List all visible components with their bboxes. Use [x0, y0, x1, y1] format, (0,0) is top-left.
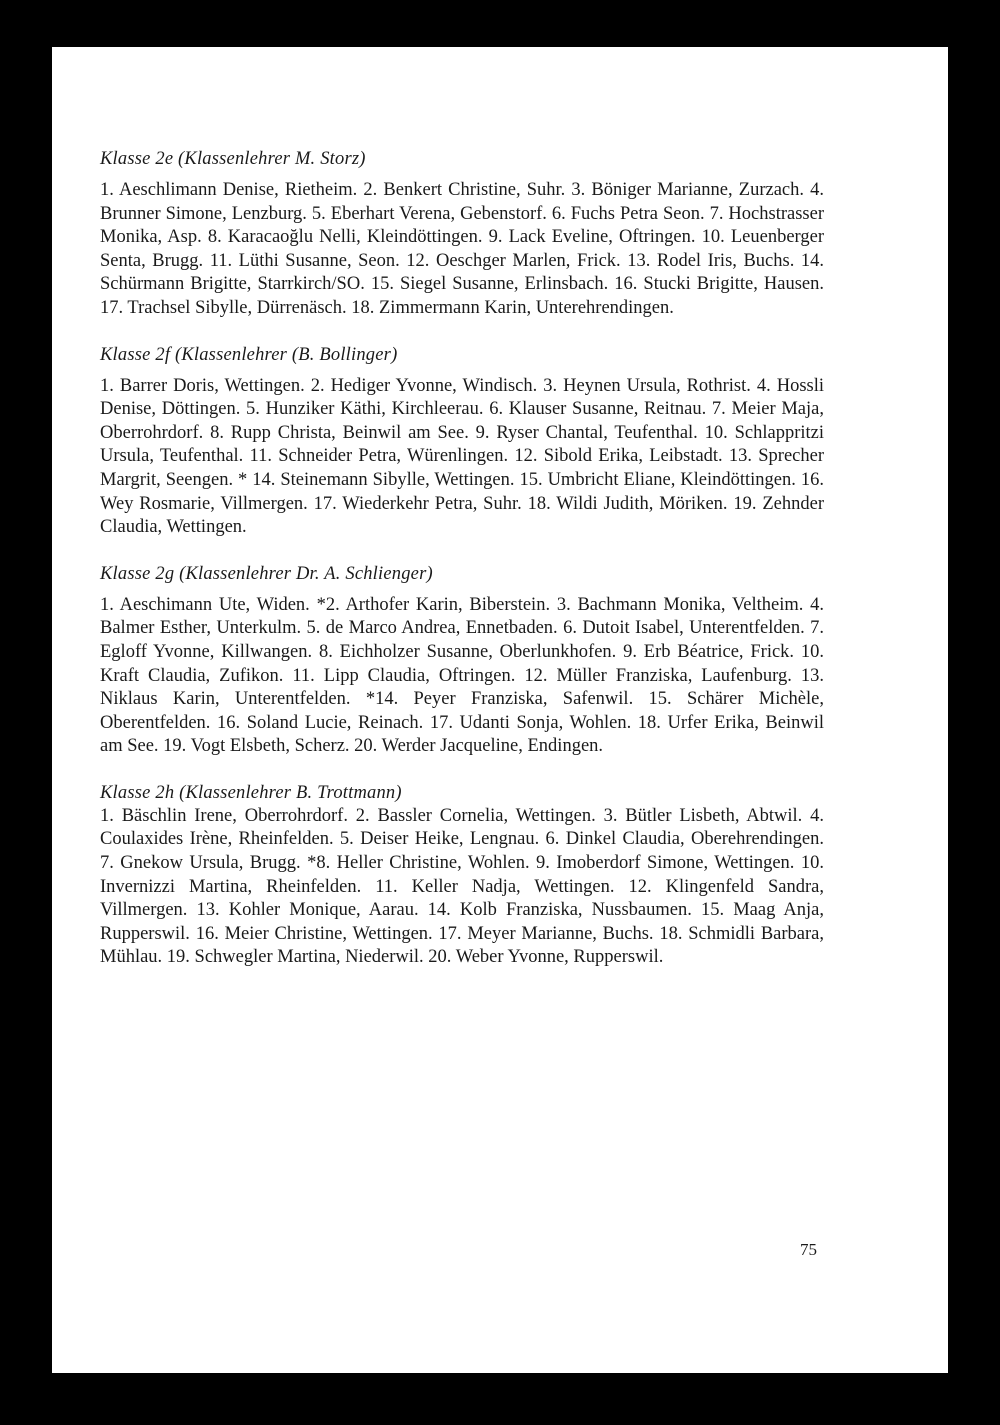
- student-list: 1. Aeschlimann Denise, Rietheim. 2. Benkert Christine, Suhr. 3. Böniger Marianne, Zurzach. 4. Brunner Simone, Lenzburg. 5. Eberhart Verena, Gebenstorf. 6. Fuchs Petra Seon. 7. Hochstrasser Monika, Asp. 8. Karacaoğlu Nelli, Kleindöttingen. 9. Lack Eveline, Oftringen. 10. Leuenberger Senta, Brugg. 11. Lüthi Susanne, Seon. 12. Oeschger Marlen, Frick. 13. Rodel Iris, Buchs. 14. Schürmann Brigitte, Starrkirch/SO. 15. Siegel Susanne, Erlinsbach. 16. Stucki Brigitte, Hausen. 17. Trachsel Sibylle, Dürrenäsch. 18. Zimmermann Karin, Unterehrendingen.: [100, 180, 824, 318]
- section-klasse-2h: [100, 781, 824, 970]
- student-list: 1. Barrer Doris, Wettingen. 2. Hediger Yvonne, Windisch. 3. Heynen Ursula, Rothrist. 4. Hossli Denise, Döttingen. 5. Hunziker Käthi, Kirchleerau. 6. Klauser Susanne, Reitnau. 7. Meier Maja, Oberrohrdorf. 8. Rupp Christa, Beinwil am See. 9. Ryser Chantal, Teufenthal. 10. Schlappritzi Ursula, Teufenthal. 11. Schneider Petra, Würenlingen. 12. Sibold Erika, Leibstadt. 13. Sprecher Margrit, Seengen. * 14. Steinemann Sibylle, Wettingen. 15. Umbricht Eliane, Kleindöttingen. 16. Wey Rosmarie, Villmergen. 17. Wiederkehr Petra, Suhr. 18. Wildi Judith, Möriken. 19. Zehnder Claudia, Wettingen.: [100, 375, 824, 538]
- document-page: [52, 47, 948, 1373]
- section-heading: Klasse 2g (Klassenlehrer Dr. A. Schlienger): [100, 563, 433, 584]
- section-heading: Klasse 2f (Klassenlehrer (B. Bollinger): [100, 344, 398, 365]
- page-content: [100, 147, 824, 970]
- page-number: 75: [800, 1240, 817, 1259]
- student-list: 1. Aeschimann Ute, Widen. *2. Arthofer Karin, Biberstein. 3. Bachmann Monika, Veltheim. 4. Balmer Esther, Unterkulm. 5. de Marco Andrea, Ennetbaden. 6. Dutoit Isabel, Unterentfelden. 7. Egloff Yvonne, Killwangen. 8. Eichholzer Susanne, Oberlunkhofen. 9. Erb Béatrice, Frick. 10. Kraft Claudia, Zufikon. 11. Lipp Claudia, Oftringen. 12. Müller Franziska, Laufenburg. 13. Niklaus Karin, Unterentfelden. *14. Peyer Franziska, Safenwil. 15. Schärer Michèle, Oberentfelden. 16. Soland Lucie, Reinach. 17. Udanti Sonja, Wohlen. 18. Urfer Erika, Beinwil am See. 19. Vogt Elsbeth, Scherz. 20. Werder Jacqueline, Endingen.: [100, 594, 824, 757]
- student-list: 1. Bäschlin Irene, Oberrohrdorf. 2. Bassler Cornelia, Wettingen. 3. Bütler Lisbeth, Abtwil. 4. Coulaxides Irène, Rheinfelden. 5. Deiser Heike, Lengnau. 6. Dinkel Claudia, Oberehrendingen. 7. Gnekow Ursula, Brugg. *8. Heller Christine, Wohlen. 9. Imoberdorf Simone, Wettingen. 10. Invernizzi Martina, Rheinfelden. 11. Keller Nadja, Wettingen. 12. Klingenfeld Sandra, Villmergen. 13. Kohler Monique, Aarau. 14. Kolb Franziska, Nussbaumen. 15. Maag Anja, Rupperswil. 16. Meier Christine, Wettingen. 17. Meyer Marianne, Buchs. 18. Schmidli Barbara, Mühlau. 19. Schwegler Martina, Niederwil. 20. Weber Yvonne, Rupperswil.: [100, 805, 824, 968]
- section-klasse-2e: [100, 147, 824, 321]
- section-klasse-2g: [100, 562, 824, 759]
- section-klasse-2f: [100, 343, 824, 540]
- section-heading: Klasse 2h (Klassenlehrer B. Trottmann): [100, 782, 402, 803]
- section-heading: Klasse 2e (Klassenlehrer M. Storz): [100, 149, 366, 169]
